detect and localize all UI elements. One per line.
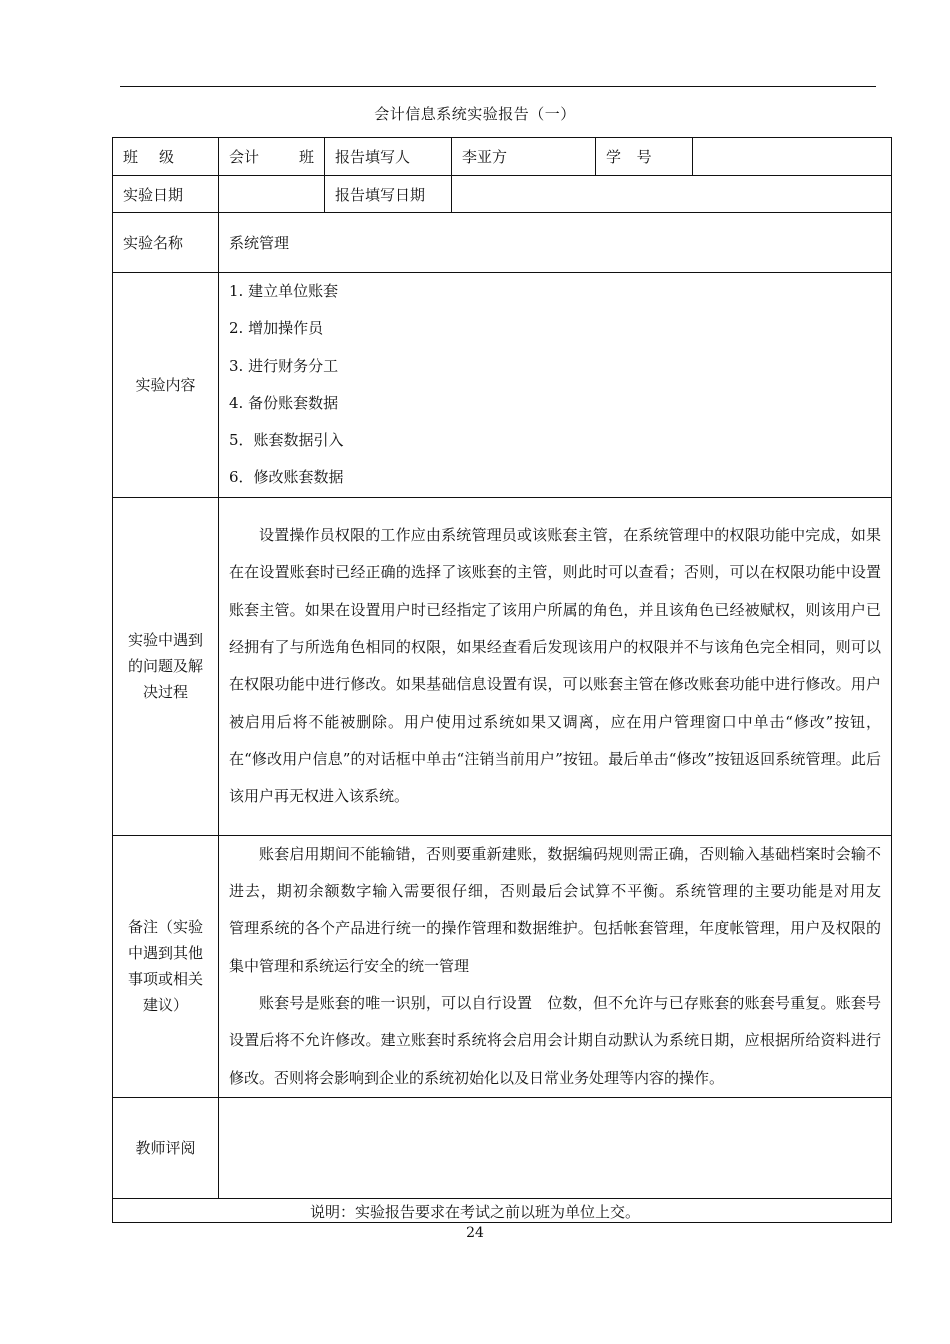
row-experiment-content (113, 273, 892, 498)
row-teacher-review (113, 1097, 892, 1198)
class-label-char-1: 班 (123, 148, 139, 166)
content-item: 2. 增加操作员 (229, 319, 324, 338)
student-no-label-char-1: 学 (606, 148, 622, 166)
experiment-content-list (219, 273, 892, 498)
problems-label-line: 实验中遇到 (127, 631, 203, 650)
writer-value: 李亚方 (452, 138, 596, 176)
problems-label-line: 的问题及解 (127, 657, 203, 676)
page-number: 24 (466, 1225, 484, 1241)
class-value-cell (219, 138, 325, 176)
teacher-review-value (219, 1097, 892, 1198)
content-item: 3. 进行财务分工 (229, 356, 339, 375)
experiment-name-value: 系统管理 (219, 213, 892, 273)
student-no-label-cell (596, 138, 693, 176)
class-value-part-2: 班 (298, 148, 314, 166)
date-label: 实验日期 (113, 176, 219, 213)
content-item: 4. 备份账套数据 (229, 393, 339, 412)
row-experiment-name (113, 213, 892, 273)
class-value-part-1: 会计 (229, 148, 260, 166)
problems-label-line: 决过程 (142, 683, 188, 702)
remarks-label-line: 备注（实验 (127, 918, 203, 937)
problems-text: 设置操作员权限的工作应由系统管理员或该账套主管，在系统管理中的权限功能中完成，如果在在设置账套时已经正确的选择了该账套的主管，则此时可以查看；否则，可以在权限功能中设置账套主管。如果在设置用户时已经指定了该用户所属的角色，并且该角色已经被赋权，则该用户已经拥有了与所选角色相同的权限，如果经查看后发现该用户的权限并不与该角色完全相同，则可以在权限功能中进行修改。如果基础信息设置有误，可以账套主管在修改账套功能中进行修改。用户被启用后将不能被删除。用户使用过系统如果又调离，应在用户管理窗口中单击“修改”按钮，在“修改用户信息”的对话框中单击“注销当前用户”按钮。最后单击“修改”按钮返回系统管理。此后该用户再无权进入该系统。 (229, 526, 881, 806)
remarks-label-line: 事项或相关 (127, 970, 203, 989)
report-table (112, 137, 927, 1223)
experiment-content-label: 实验内容 (113, 273, 219, 498)
content-item: 6．修改账套数据 (229, 468, 344, 487)
fill-date-value (452, 176, 892, 213)
remarks-paragraph-2: 账套号是账套的唯一识别，可以自行设置 位数，但不允许与已存账套的账套号重复。账套号设置后将不允许修改。建立账套时系统将会启用会计期自动默认为系统日期，应根据所给资料进行修改。否则将会影响到企业的系统初始化以及日常业务处理等内容的操作。 (229, 993, 881, 1087)
problems-label (113, 497, 219, 835)
top-rule (120, 86, 876, 87)
date-value (219, 176, 325, 213)
report-title: 会计信息系统实验报告（一） (374, 105, 576, 123)
content-item: 1. 建立单位账套 (229, 282, 339, 300)
content-item: 5．账套数据引入 (229, 431, 344, 450)
student-no-value (693, 138, 892, 176)
remarks-text-cell (219, 835, 927, 1097)
class-label-char-2: 级 (158, 148, 174, 166)
remarks-label-line: 中遇到其他 (127, 944, 203, 963)
row-basic-info (113, 138, 892, 176)
submission-note: 说明：实验报告要求在考试之前以班为单位上交。 (309, 1203, 640, 1221)
row-remarks (113, 835, 892, 1097)
fill-date-label: 报告填写日期 (325, 176, 452, 213)
class-label-cell (113, 138, 219, 176)
remarks-label (113, 835, 219, 1097)
teacher-review-label: 教师评阅 (113, 1097, 219, 1198)
student-no-label-char-2: 号 (636, 148, 652, 166)
writer-label: 报告填写人 (325, 138, 452, 176)
row-problems (113, 497, 892, 835)
problems-text-cell (219, 497, 892, 835)
row-dates (113, 176, 892, 213)
experiment-name-label: 实验名称 (113, 213, 219, 273)
remarks-label-line: 建议） (142, 996, 188, 1015)
remarks-paragraph-1: 账套启用期间不能输错，否则要重新建账，数据编码规则需正确，否则输入基础档案时会输不进去，期初余额数字输入需要很仔细，否则最后会试算不平衡。系统管理的主要功能是对用友 管理系统的各个产品进行统一的操作管理和数据维护。包括帐套管理，年度帐管理，用户及权限的集中管理和系统运行安全的统一管理 (229, 844, 927, 975)
